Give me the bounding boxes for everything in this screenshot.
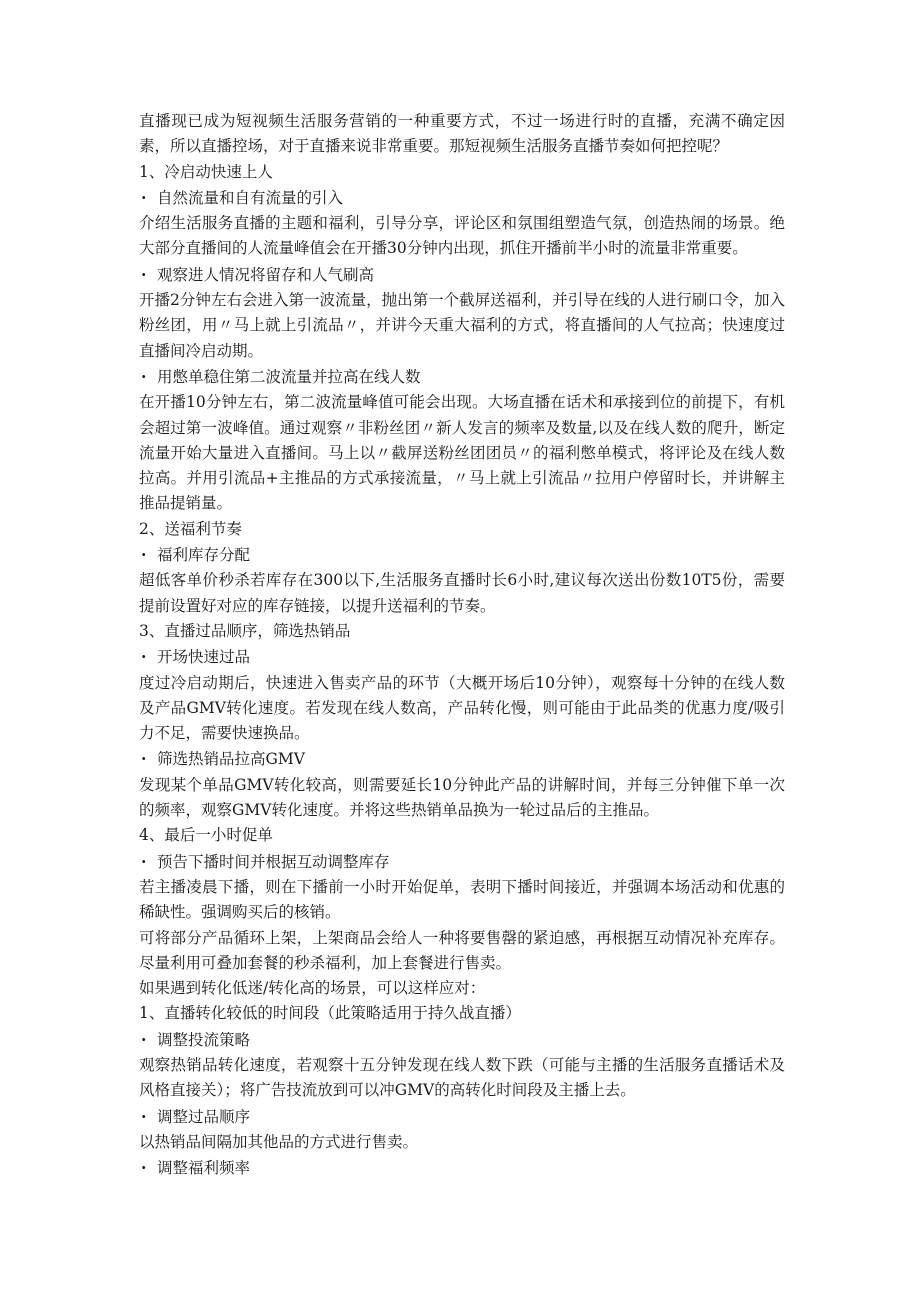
bullet-item: · 调整福利频率 — [139, 1155, 785, 1181]
bullet-item: · 调整过品顺序 — [139, 1104, 785, 1130]
bullet-item: · 福利库存分配 — [139, 542, 785, 568]
bullet-item: · 观察进人情况将留存和人气刷高 — [139, 262, 785, 288]
body-paragraph: 度过冷启动期后，快速进入售卖产品的环节（大概开场后10分钟），观察每十分钟的在线人数及产品GMV转化速度。若发现在线人数高，产品转化慢，则可能由于此品类的优惠力度/吸引力不足，需要快速换品。 — [139, 673, 785, 743]
bullet-item: · 调整投流策略 — [139, 1027, 785, 1053]
section-heading: 2、送福利节奏 — [139, 519, 242, 538]
bullet-item: · 筛选热销品拉高GMV — [139, 746, 785, 772]
section-heading: 3、直播过品顺序，筛选热销品 — [139, 621, 351, 640]
bullet-item: · 用憋单稳住第二波流量并拉高在线人数 — [139, 364, 785, 390]
body-paragraph: 介绍生活服务直播的主题和福利，引导分享，评论区和氛围组塑造气氛，创造热闹的场景。绝大部分直播间的人流量峰值会在开播30分钟内出现，抓住开播前半小时的流量非常重要。 — [139, 214, 785, 258]
bullet-item: · 自然流量和自有流量的引入 — [139, 185, 785, 211]
bullet-item: · 开场快速过品 — [139, 644, 785, 670]
body-paragraph: 在开播10分钟左右，第二波流量峰值可能会出现。大场直播在话术和承接到位的前提下，有机会超过第一波峰值。通过观察〃非粉丝团〃新人发言的频率及数量,以及在线人数的爬升，断定流量开始大量进入直播间。马上以〃截屏送粉丝团团员〃的福利憋单模式，将评论及在线人数拉高。并用引流品+主推品的方式承接流量，〃马上就上引流品〃拉用户停留时长，并讲解主推品提销量。 — [139, 393, 785, 513]
section-heading: 1、直播转化较低的时间段（此策略适用于持久战直播） — [139, 1004, 521, 1023]
section-heading: 4、最后一小时促单 — [139, 826, 273, 845]
section-heading: 1、冷启动快速上人 — [139, 162, 273, 181]
body-paragraph: 可将部分产品循环上架，上架商品会给人一种将要售罄的紧迫感，再根据互动情况补充库存。尽量利用可叠加套餐的秒杀福利，加上套餐进行售卖。 — [139, 928, 785, 972]
body-paragraph: 观察热销品转化速度，若观察十五分钟发现在线人数下跌（可能与主播的生活服务直播话术及风格直接关）；将广告技流放到可以冲GMV的高转化时间段及主播上去。 — [139, 1055, 785, 1100]
body-paragraph: 开播2分钟左右会进入第一波流量，抛出第一个截屏送福利，并引导在线的人进行刷口令，加入粉丝团，用〃马上就上引流品〃，并讲今天重大福利的方式，将直播间的人气拉高；快速度过直播间冷启动期。 — [139, 291, 785, 360]
intro-paragraph: 直播现已成为短视频生活服务营销的一种重要方式，不过一场进行时的直播，充满不确定因素，所以直播控场，对于直播来说非常重要。那短视频生活服务直播节奏如何把控呢？ — [139, 112, 785, 156]
body-paragraph: 发现某个单品GMV转化较高，则需要延长10分钟此产品的讲解时间，并每三分钟催下单一次的频率，观察GMV转化速度。并将这些热销单品换为一轮过品后的主推品。 — [139, 775, 785, 820]
body-paragraph: 以热销品间隔加其他品的方式进行售卖。 — [139, 1132, 419, 1151]
bullet-item: · 预告下播时间并根据互动调整库存 — [139, 849, 785, 875]
body-paragraph: 如果遇到转化低迷/转化高的场景，可以这样应对： — [139, 979, 486, 998]
body-paragraph: 若主播凌晨下播，则在下播前一小时开始促单，表明下播时间接近，并强调本场活动和优惠的稀缺性。强调购买后的核销。 — [139, 877, 785, 922]
body-paragraph: 超低客单价秒杀若库存在300以下,生活服务直播时长6小时,建议每次送出份数10T5份，需要提前设置好对应的库存链接，以提升送福利的节奏。 — [139, 571, 785, 615]
document-body — [139, 109, 785, 1181]
